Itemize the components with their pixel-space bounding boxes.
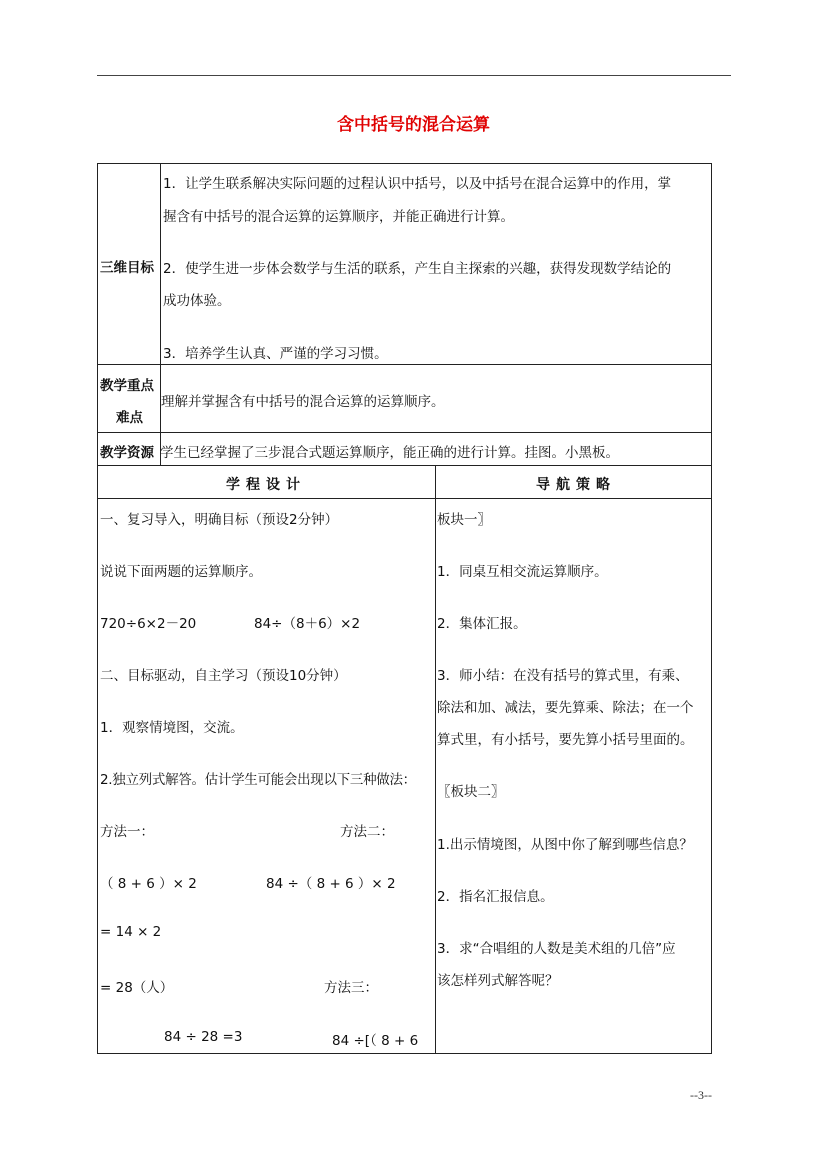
right-line-10: 3．求“合唱组的人数是美术组的几倍”应 xyxy=(437,941,676,957)
column-divider xyxy=(160,163,161,465)
strategy-header: 导航策略 xyxy=(536,477,616,493)
row-divider xyxy=(97,364,712,365)
left-line-5: 1．观察情境图，交流。 xyxy=(100,720,244,736)
objective-3: 3．培养学生认真、严谨的学习习惯。 xyxy=(163,346,388,362)
method-one-label: 方法一： xyxy=(100,824,154,840)
row-divider xyxy=(97,432,712,433)
method-two-label: 方法二： xyxy=(340,824,394,840)
row-divider xyxy=(97,498,712,499)
page-number: --3-- xyxy=(690,1088,712,1102)
header-rule xyxy=(97,75,731,76)
right-line-6: 算式里，有小括号，要先算小括号里面的。 xyxy=(437,732,694,748)
right-line-9: 2．指名汇报信息。 xyxy=(437,889,554,905)
right-line-11: 该怎样列式解答呢？ xyxy=(437,973,559,989)
left-line-4: 二、目标驱动，自主学习（预设10分钟） xyxy=(100,668,347,684)
calc-line-4a: 84 ÷ 28 =3 xyxy=(164,1029,243,1045)
left-line-6: 2.独立列式解答。估计学生可能会出现以下三种做法： xyxy=(100,772,416,788)
left-line-2: 说说下面两题的运算顺序。 xyxy=(100,564,262,580)
row-divider xyxy=(97,465,712,466)
expression-2: 84÷（8＋6）×2 xyxy=(254,616,361,632)
right-line-3: 2．集体汇报。 xyxy=(437,616,527,632)
design-header: 学程设计 xyxy=(226,477,306,493)
right-line-7: 〖板块二〗 xyxy=(437,784,505,800)
calc-line-1b: 84 ÷（ 8 + 6 ）× 2 xyxy=(266,876,396,892)
key-points-text: 理解并掌握含有中括号的混合运算的运算顺序。 xyxy=(161,394,445,410)
right-line-1: 板块一〗 xyxy=(437,512,491,528)
page-title: 含中括号的混合运算 xyxy=(337,115,490,135)
objective-1a: 1．让学生联系解决实际问题的过程认识中括号，以及中括号在混合运算中的作用，掌 xyxy=(163,176,672,192)
left-line-1: 一、复习导入，明确目标（预设2分钟） xyxy=(100,512,339,528)
method-three-label: 方法三： xyxy=(324,980,378,996)
resources-text: 学生已经掌握了三步混合式题运算顺序，能正确的进行计算。挂图。小黑板。 xyxy=(160,445,619,461)
calc-line-1a: （ 8 + 6 ）× 2 xyxy=(100,876,197,892)
objective-1b: 握含有中括号的混合运算的运算顺序，并能正确进行计算。 xyxy=(163,209,514,225)
right-line-2: 1．同桌互相交流运算顺序。 xyxy=(437,564,608,580)
right-line-8: 1.出示情境图，从图中你了解到哪些信息？ xyxy=(437,837,693,853)
calc-line-4b: 84 ÷[（ 8 + 6 xyxy=(332,1033,419,1049)
key-points-label: 教学重点 xyxy=(100,378,154,394)
objective-2a: 2．使学生进一步体会数学与生活的联系，产生自主探索的兴趣，获得发现数学结论的 xyxy=(163,261,672,277)
column-divider xyxy=(435,465,436,1054)
calc-line-2: = 14 × 2 xyxy=(100,924,162,940)
objectives-label: 三维目标 xyxy=(100,260,154,276)
expression-1: 720÷6×2－20 xyxy=(100,616,197,632)
right-line-5: 除法和加、减法，要先算乘、除法；在一个 xyxy=(437,700,694,716)
objective-2b: 成功体验。 xyxy=(163,293,231,309)
calc-line-3: = 28（人） xyxy=(100,980,174,996)
right-line-4: 3．师小结：在没有括号的算式里，有乘、 xyxy=(437,668,689,684)
key-points-label-2: 难点 xyxy=(116,410,143,426)
resources-label: 教学资源 xyxy=(100,445,154,461)
